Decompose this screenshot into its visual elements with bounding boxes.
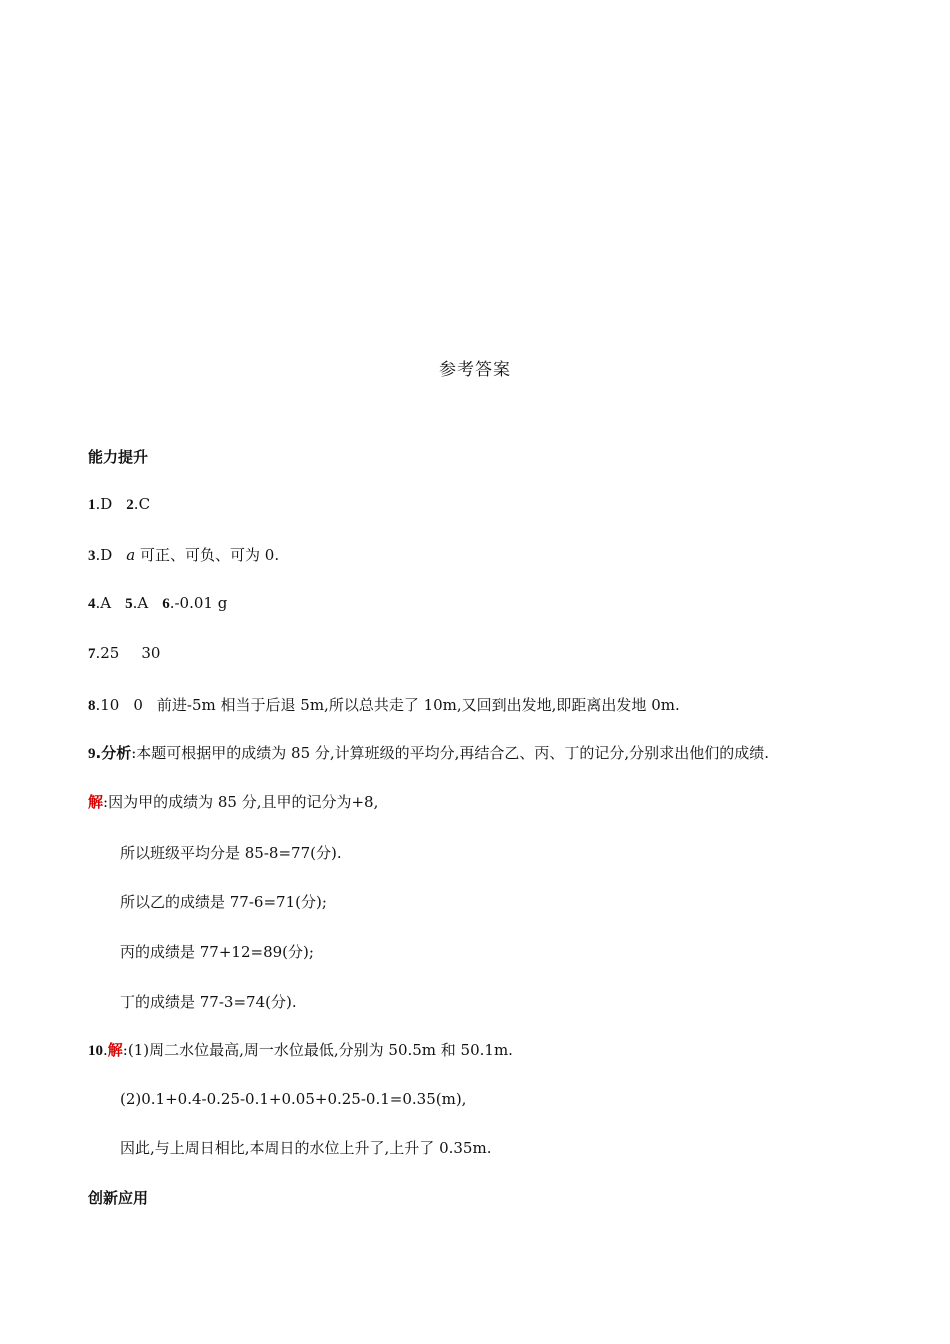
solution-step-10-2: (2)0.1+0.4-0.25-0.1+0.05+0.25-0.1=0.35(m), xyxy=(120,1090,467,1108)
answer-text: .D xyxy=(95,546,113,564)
analysis-text: :本题可根据甲的成绩为 85 分,计算班级的平均分,再结合乙、丙、丁的记分,分别求出他们的成绩. xyxy=(131,744,769,762)
answer-text: .A xyxy=(132,594,149,612)
page-title: 参考答案 xyxy=(439,360,511,380)
section-heading-innovation: 创新应用 xyxy=(88,1189,149,1207)
solution-step-4: 丁的成绩是 77-3=74(分). xyxy=(120,993,297,1011)
answer-text: .10 xyxy=(95,696,120,714)
answer-text: .-0.01 g xyxy=(169,594,228,612)
answer-line-9-analysis xyxy=(88,741,769,766)
answer-text-2: 0 xyxy=(133,696,143,714)
explanation-text: 前进-5m 相当于后退 5m,所以总共走了 10m,又回到出发地,即距离出发地 0m. xyxy=(156,696,680,714)
question-number: 6 xyxy=(162,596,170,612)
analysis-label: .分析 xyxy=(95,744,132,762)
question-number: 5 xyxy=(125,596,133,612)
question-number: 2 xyxy=(126,497,134,513)
variable-a: a xyxy=(126,546,136,564)
question-number: 4 xyxy=(88,596,96,612)
section-heading-ability: 能力提升 xyxy=(88,448,149,466)
answer-text: .A xyxy=(95,594,112,612)
solution-step-1: 所以班级平均分是 85-8=77(分). xyxy=(120,844,342,862)
explanation-text: 可正、可负、可为 0. xyxy=(140,546,280,564)
question-number: 3 xyxy=(88,548,96,564)
question-number: 9 xyxy=(88,746,96,762)
solution-text: :(1)周二水位最高,周一水位最低,分别为 50.5m 和 50.1m. xyxy=(122,1041,513,1059)
answer-line-7 xyxy=(88,641,160,666)
answer-text: .D xyxy=(95,495,113,513)
solution-step-2: 所以乙的成绩是 77-6=71(分); xyxy=(120,893,327,911)
answer-line-1-2 xyxy=(88,492,150,517)
solution-step-10-3: 因此,与上周日相比,本周日的水位上升了,上升了 0.35m. xyxy=(120,1139,492,1157)
solution-label: 解 xyxy=(107,1041,123,1059)
answer-line-4-6 xyxy=(88,591,227,616)
answer-text: .25 xyxy=(95,644,120,662)
question-number: 1 xyxy=(88,497,96,513)
answer-line-10: 10.解:(1)周二水位最高,周一水位最低,分别为 50.5m 和 50.1m. xyxy=(88,1041,513,1059)
answer-text-2: 30 xyxy=(141,644,161,662)
answer-text: .C xyxy=(133,495,151,513)
question-number: 10 xyxy=(88,1043,103,1059)
solution-text: :因为甲的成绩为 85 分,且甲的记分为+8, xyxy=(103,793,379,811)
solution-label: 解 xyxy=(88,793,104,811)
answer-line-8 xyxy=(88,693,680,718)
question-number: 8 xyxy=(88,698,96,714)
answer-line-9-solution xyxy=(88,790,378,814)
question-number: 7 xyxy=(88,646,96,662)
solution-step-3: 丙的成绩是 77+12=89(分); xyxy=(120,943,314,961)
answer-line-3 xyxy=(88,543,279,568)
